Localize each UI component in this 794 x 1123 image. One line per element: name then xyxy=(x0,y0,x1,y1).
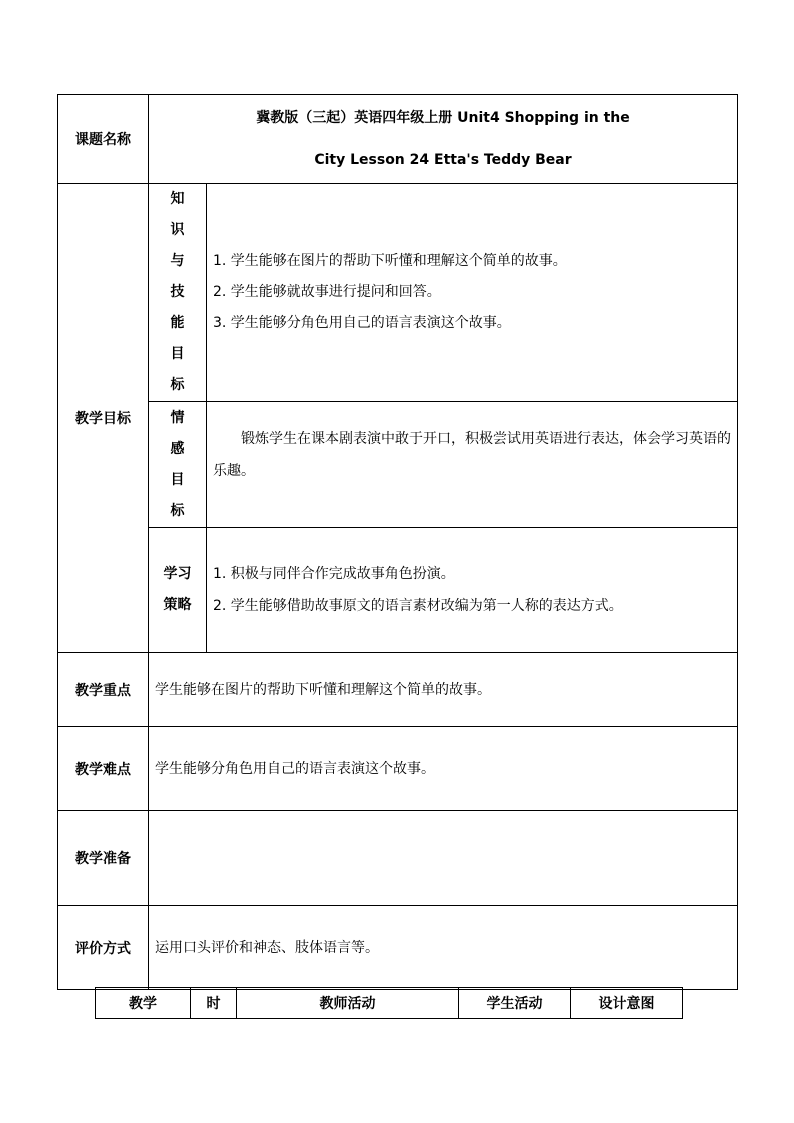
strategy-label-line: 学习 xyxy=(163,566,192,582)
evaluation-text: 运用口头评价和神态、肢体语言等。 xyxy=(149,906,738,990)
emotion-text: 锻炼学生在课本剧表演中敢于开口，积极尝试用英语进行表达，体会学习英语的乐趣。 xyxy=(213,430,731,479)
knowledge-item: 3. 学生能够分角色用自己的语言表演这个故事。 xyxy=(213,315,511,331)
course-title-row xyxy=(58,95,738,184)
knowledge-item: 2. 学生能够就故事进行提问和回答。 xyxy=(213,284,441,300)
strategy-label-line: 策略 xyxy=(163,597,192,613)
preparation-row xyxy=(58,811,738,906)
header-teacher-activity: 教师活动 xyxy=(237,988,459,1019)
objectives-label: 教学目标 xyxy=(58,184,149,653)
emotion-content xyxy=(207,402,738,528)
difficulties-row xyxy=(58,727,738,811)
header-time: 时 xyxy=(191,988,237,1019)
emotion-label xyxy=(149,402,207,528)
knowledge-label xyxy=(149,184,207,402)
knowledge-item: 1. 学生能够在图片的帮助下听懂和理解这个简单的故事。 xyxy=(213,253,567,269)
strategy-label xyxy=(149,528,207,653)
key-points-label: 教学重点 xyxy=(58,653,149,727)
knowledge-label-char: 技 xyxy=(170,284,185,300)
knowledge-label-char: 能 xyxy=(170,315,185,331)
strategy-item: 1. 积极与同伴合作完成故事角色扮演。 xyxy=(213,566,455,582)
difficulties-text: 学生能够分角色用自己的语言表演这个故事。 xyxy=(149,727,738,811)
evaluation-row xyxy=(58,906,738,990)
strategy-row xyxy=(58,528,738,653)
emotion-label-char: 情 xyxy=(170,409,185,426)
course-title-label: 课题名称 xyxy=(58,95,149,184)
course-title-line1: 冀教版（三起）英语四年级上册 Unit4 Shopping in the xyxy=(256,110,630,126)
strategy-content xyxy=(207,528,738,653)
lesson-plan-table xyxy=(57,94,738,990)
teaching-process-header-table xyxy=(95,987,683,1019)
emotion-label-char: 目 xyxy=(170,471,185,488)
header-design-intent: 设计意图 xyxy=(571,988,683,1019)
knowledge-label-char: 目 xyxy=(170,346,185,362)
knowledge-label-char: 标 xyxy=(170,377,185,393)
teaching-process-header-row xyxy=(96,988,683,1019)
preparation-text xyxy=(149,811,738,906)
emotion-label-char: 标 xyxy=(170,502,185,519)
preparation-label: 教学准备 xyxy=(58,811,149,906)
difficulties-label: 教学难点 xyxy=(58,727,149,811)
knowledge-label-char: 识 xyxy=(170,222,185,238)
evaluation-label: 评价方式 xyxy=(58,906,149,990)
knowledge-label-char: 知 xyxy=(170,191,185,207)
course-title-value xyxy=(149,95,738,184)
emotion-row xyxy=(58,402,738,528)
emotion-label-char: 感 xyxy=(170,440,185,457)
strategy-item: 2. 学生能够借助故事原文的语言素材改编为第一人称的表达方式。 xyxy=(213,598,623,614)
header-stage: 教学 xyxy=(96,988,191,1019)
header-student-activity: 学生活动 xyxy=(459,988,571,1019)
key-points-row xyxy=(58,653,738,727)
course-title-line2: City Lesson 24 Etta's Teddy Bear xyxy=(314,152,572,168)
knowledge-label-char: 与 xyxy=(170,253,185,269)
knowledge-content xyxy=(207,184,738,402)
knowledge-row xyxy=(58,184,738,402)
key-points-text: 学生能够在图片的帮助下听懂和理解这个简单的故事。 xyxy=(149,653,738,727)
